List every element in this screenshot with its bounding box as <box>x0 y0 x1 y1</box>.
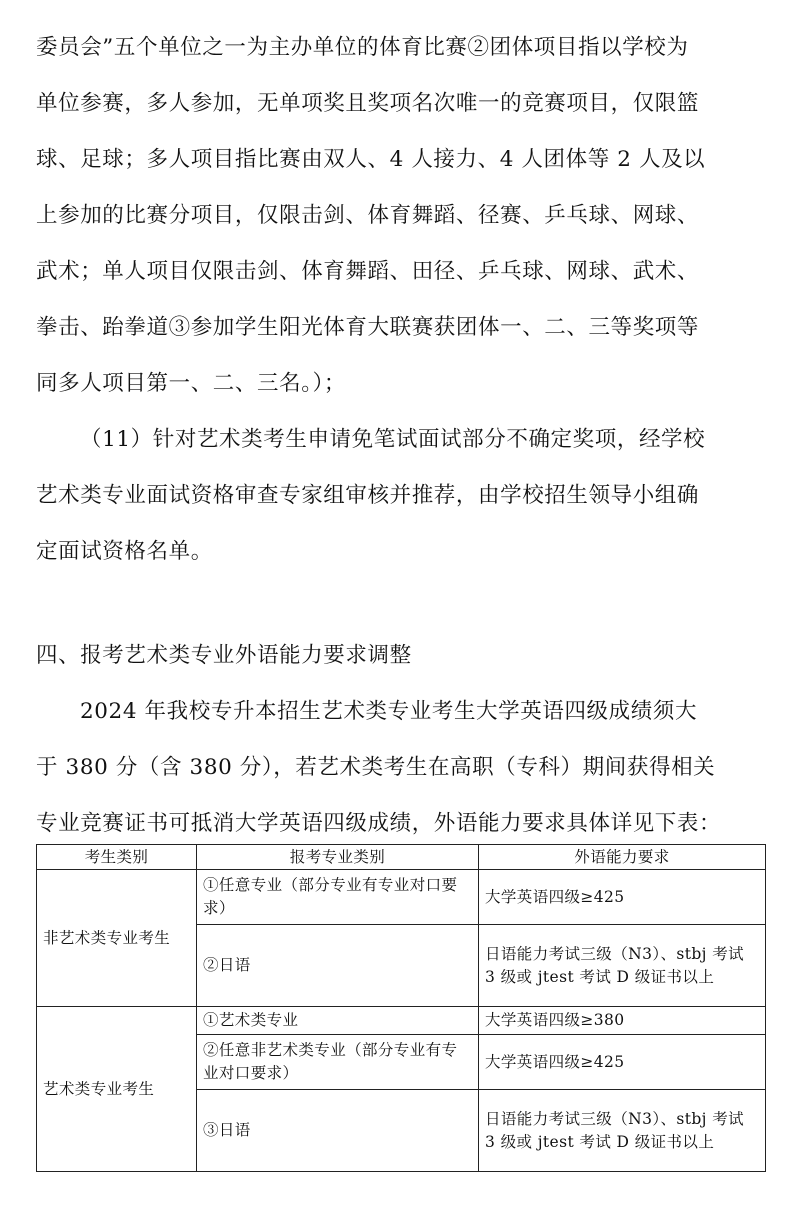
paragraph-line: 2024 年我校专升本招生艺术类专业考生大学英语四级成绩须大 <box>80 699 698 724</box>
paragraph-line: 艺术类专业面试资格审查专家组审核并推荐，由学校招生领导小组确 <box>36 483 700 508</box>
table-header-row <box>37 845 766 870</box>
paragraph-line: 武术；单人项目仅限击剑、体育舞蹈、田径、乒乓球、网球、武术、 <box>36 259 700 284</box>
section-title: 四、报考艺术类专业外语能力要求调整 <box>36 643 412 668</box>
paragraph-line: 单位参赛，多人参加，无单项奖且奖项名次唯一的竞赛项目，仅限篮 <box>36 91 700 116</box>
header-language-requirement: 外语能力要求 <box>479 845 766 870</box>
requirement-cell: 大学英语四级≥425 <box>479 870 766 925</box>
paragraph-line: 拳击、跆拳道③参加学生阳光体育大联赛获团体一、二、三等奖项等 <box>36 315 700 340</box>
paragraph-line: 上参加的比赛分项目，仅限击剑、体育舞蹈、径赛、乒乓球、网球、 <box>36 203 700 228</box>
major-cell: ①任意专业（部分专业有专业对口要求） <box>197 870 479 925</box>
requirement-cell: 大学英语四级≥380 <box>479 1007 766 1035</box>
paragraph-line: 球、足球；多人项目指比赛由双人、4 人接力、4 人团体等 2 人及以 <box>36 147 706 172</box>
requirement-cell: 大学英语四级≥425 <box>479 1035 766 1090</box>
candidate-category-cell: 艺术类专业考生 <box>37 1007 197 1172</box>
candidate-category-cell: 非艺术类专业考生 <box>37 870 197 1007</box>
language-requirement-table <box>36 844 766 1172</box>
table-row <box>37 1007 766 1035</box>
major-cell: ①艺术类专业 <box>197 1007 479 1035</box>
paragraph-line: 定面试资格名单。 <box>36 539 213 564</box>
major-cell: ②任意非艺术类专业（部分专业有专业对口要求） <box>197 1035 479 1090</box>
paragraph-line: 委员会”五个单位之一为主办单位的体育比赛②团体项目指以学校为 <box>36 35 689 60</box>
requirement-cell: 日语能力考试三级（N3）、stbj 考试 3 级或 jtest 考试 D 级证书以上 <box>479 925 766 1007</box>
header-major-type: 报考专业类别 <box>197 845 479 870</box>
paragraph-line: 同多人项目第一、二、三名。）； <box>36 371 347 396</box>
requirement-cell: 日语能力考试三级（N3）、stbj 考试 3 级或 jtest 考试 D 级证书以上 <box>479 1090 766 1172</box>
major-cell: ②日语 <box>197 925 479 1007</box>
table-row <box>37 870 766 925</box>
paragraph-line: （11）针对艺术类考生申请免笔试面试部分不确定奖项，经学校 <box>80 427 706 452</box>
paragraph-line: 专业竞赛证书可抵消大学英语四级成绩，外语能力要求具体详见下表： <box>36 811 722 836</box>
major-cell: ③日语 <box>197 1090 479 1172</box>
header-candidate-type: 考生类别 <box>37 845 197 870</box>
paragraph-line: 于 380 分（含 380 分），若艺术类考生在高职（专科）期间获得相关 <box>36 755 716 780</box>
